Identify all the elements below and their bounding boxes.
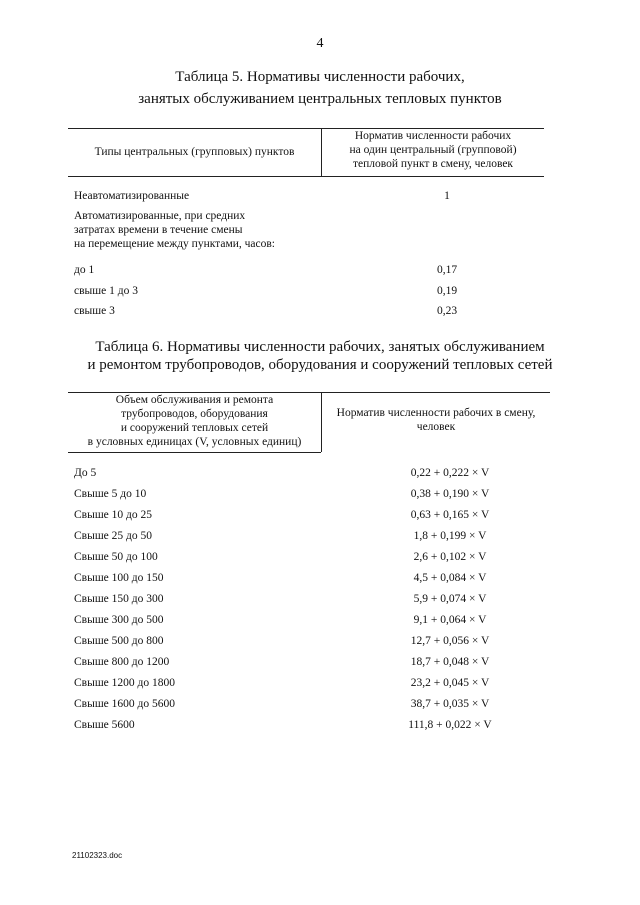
table5-header-left: Типы центральных (групповых) пунктов [94, 146, 295, 158]
table6-row-label: Свыше 25 до 50 [74, 530, 153, 542]
table5-header-rule [68, 176, 544, 177]
table6-row-value: 111,8 + 0,022 × V [408, 719, 492, 731]
table5-row-label: до 1 [74, 264, 95, 276]
table6-row-label: Свыше 5 до 10 [74, 488, 147, 500]
table6-row-value: 23,2 + 0,045 × V [410, 677, 490, 689]
table6-header-left-line: трубопроводов, оборудования [121, 408, 268, 420]
table5-header-right-line: Норматив численности рабочих [354, 130, 512, 142]
table5-row-value: 1 [444, 190, 450, 202]
table6-row-label: Свыше 800 до 1200 [74, 656, 170, 668]
table6-row-label: Свыше 1200 до 1800 [74, 677, 176, 689]
table6-row-value: 0,38 + 0,190 × V [410, 488, 490, 500]
footer-filename: 21102323.doc [72, 851, 123, 860]
table6-row-label: Свыше 5600 [74, 719, 135, 731]
table5-header-right [322, 129, 544, 171]
table6-header-right-line: Норматив численности рабочих в смену, [336, 407, 536, 419]
table6-row-label: Свыше 1600 до 5600 [74, 698, 176, 710]
table6-row-value: 9,1 + 0,064 × V [413, 614, 487, 626]
table6-header-right [322, 406, 550, 434]
table5-row-value: 0,19 [436, 285, 458, 297]
table6-row-label: Свыше 150 до 300 [74, 593, 164, 605]
table6-row-value: 1,8 + 0,199 × V [413, 530, 487, 542]
table5-header-right-line: на один центральный (групповой) [349, 144, 517, 156]
table5-row-label: свыше 1 до 3 [74, 285, 138, 297]
table5-row-value: 0,17 [436, 264, 458, 276]
table5-row-label: свыше 3 [74, 305, 115, 317]
table5-row-label: Неавтоматизированные [74, 190, 190, 202]
table6-header-left-line: в условных единицах (V, условных единиц) [87, 436, 302, 448]
table6-header-left-line: Объем обслуживания и ремонта [115, 394, 274, 406]
table6-row-value: 2,6 + 0,102 × V [413, 551, 487, 563]
table6-row-value: 0,22 + 0,222 × V [410, 467, 490, 479]
table5-row-label-multiline [74, 209, 275, 251]
table6-header-right-line: человек [416, 421, 456, 433]
table5-row-label-line: затратах времени в течение смены [74, 224, 243, 236]
table6-row-label: Свыше 300 до 500 [74, 614, 164, 626]
table6-row-label: Свыше 10 до 25 [74, 509, 153, 521]
table6-row-value: 18,7 + 0,048 × V [410, 656, 490, 668]
page-number: 4 [316, 36, 324, 51]
table6-row-label: Свыше 500 до 800 [74, 635, 164, 647]
table6-row-value: 0,63 + 0,165 × V [410, 509, 490, 521]
table5-header-right-line: тепловой пункт в смену, человек [352, 158, 514, 170]
table6-row-label: Свыше 50 до 100 [74, 551, 158, 563]
table6-row-label: До 5 [74, 467, 97, 479]
table6-row-label: Свыше 100 до 150 [74, 572, 164, 584]
table5-caption-line1: Таблица 5. Нормативы численности рабочих, [175, 69, 465, 85]
table6-row-value: 4,5 + 0,084 × V [413, 572, 487, 584]
table6-header-rule [68, 452, 321, 453]
table5-caption-line2: занятых обслуживанием центральных тепловых пунктов [138, 91, 502, 107]
table6-header-left [68, 393, 321, 449]
table6-row-value: 12,7 + 0,056 × V [410, 635, 490, 647]
table5-row-value: 0,23 [436, 305, 458, 317]
table6-row-value: 5,9 + 0,074 × V [413, 593, 487, 605]
table6-header-left-line: и сооружений тепловых сетей [120, 422, 269, 434]
table5-row-label-line: на перемещение между пунктами, часов: [74, 238, 275, 250]
table6-caption-line1: Таблица 6. Нормативы численности рабочих, занятых обслуживанием [95, 339, 545, 355]
table6-row-value: 38,7 + 0,035 × V [410, 698, 490, 710]
table6-caption-line2: и ремонтом трубопроводов, оборудования и сооружений тепловых сетей [87, 357, 553, 373]
table5-row-label-line: Автоматизированные, при средних [74, 210, 246, 222]
